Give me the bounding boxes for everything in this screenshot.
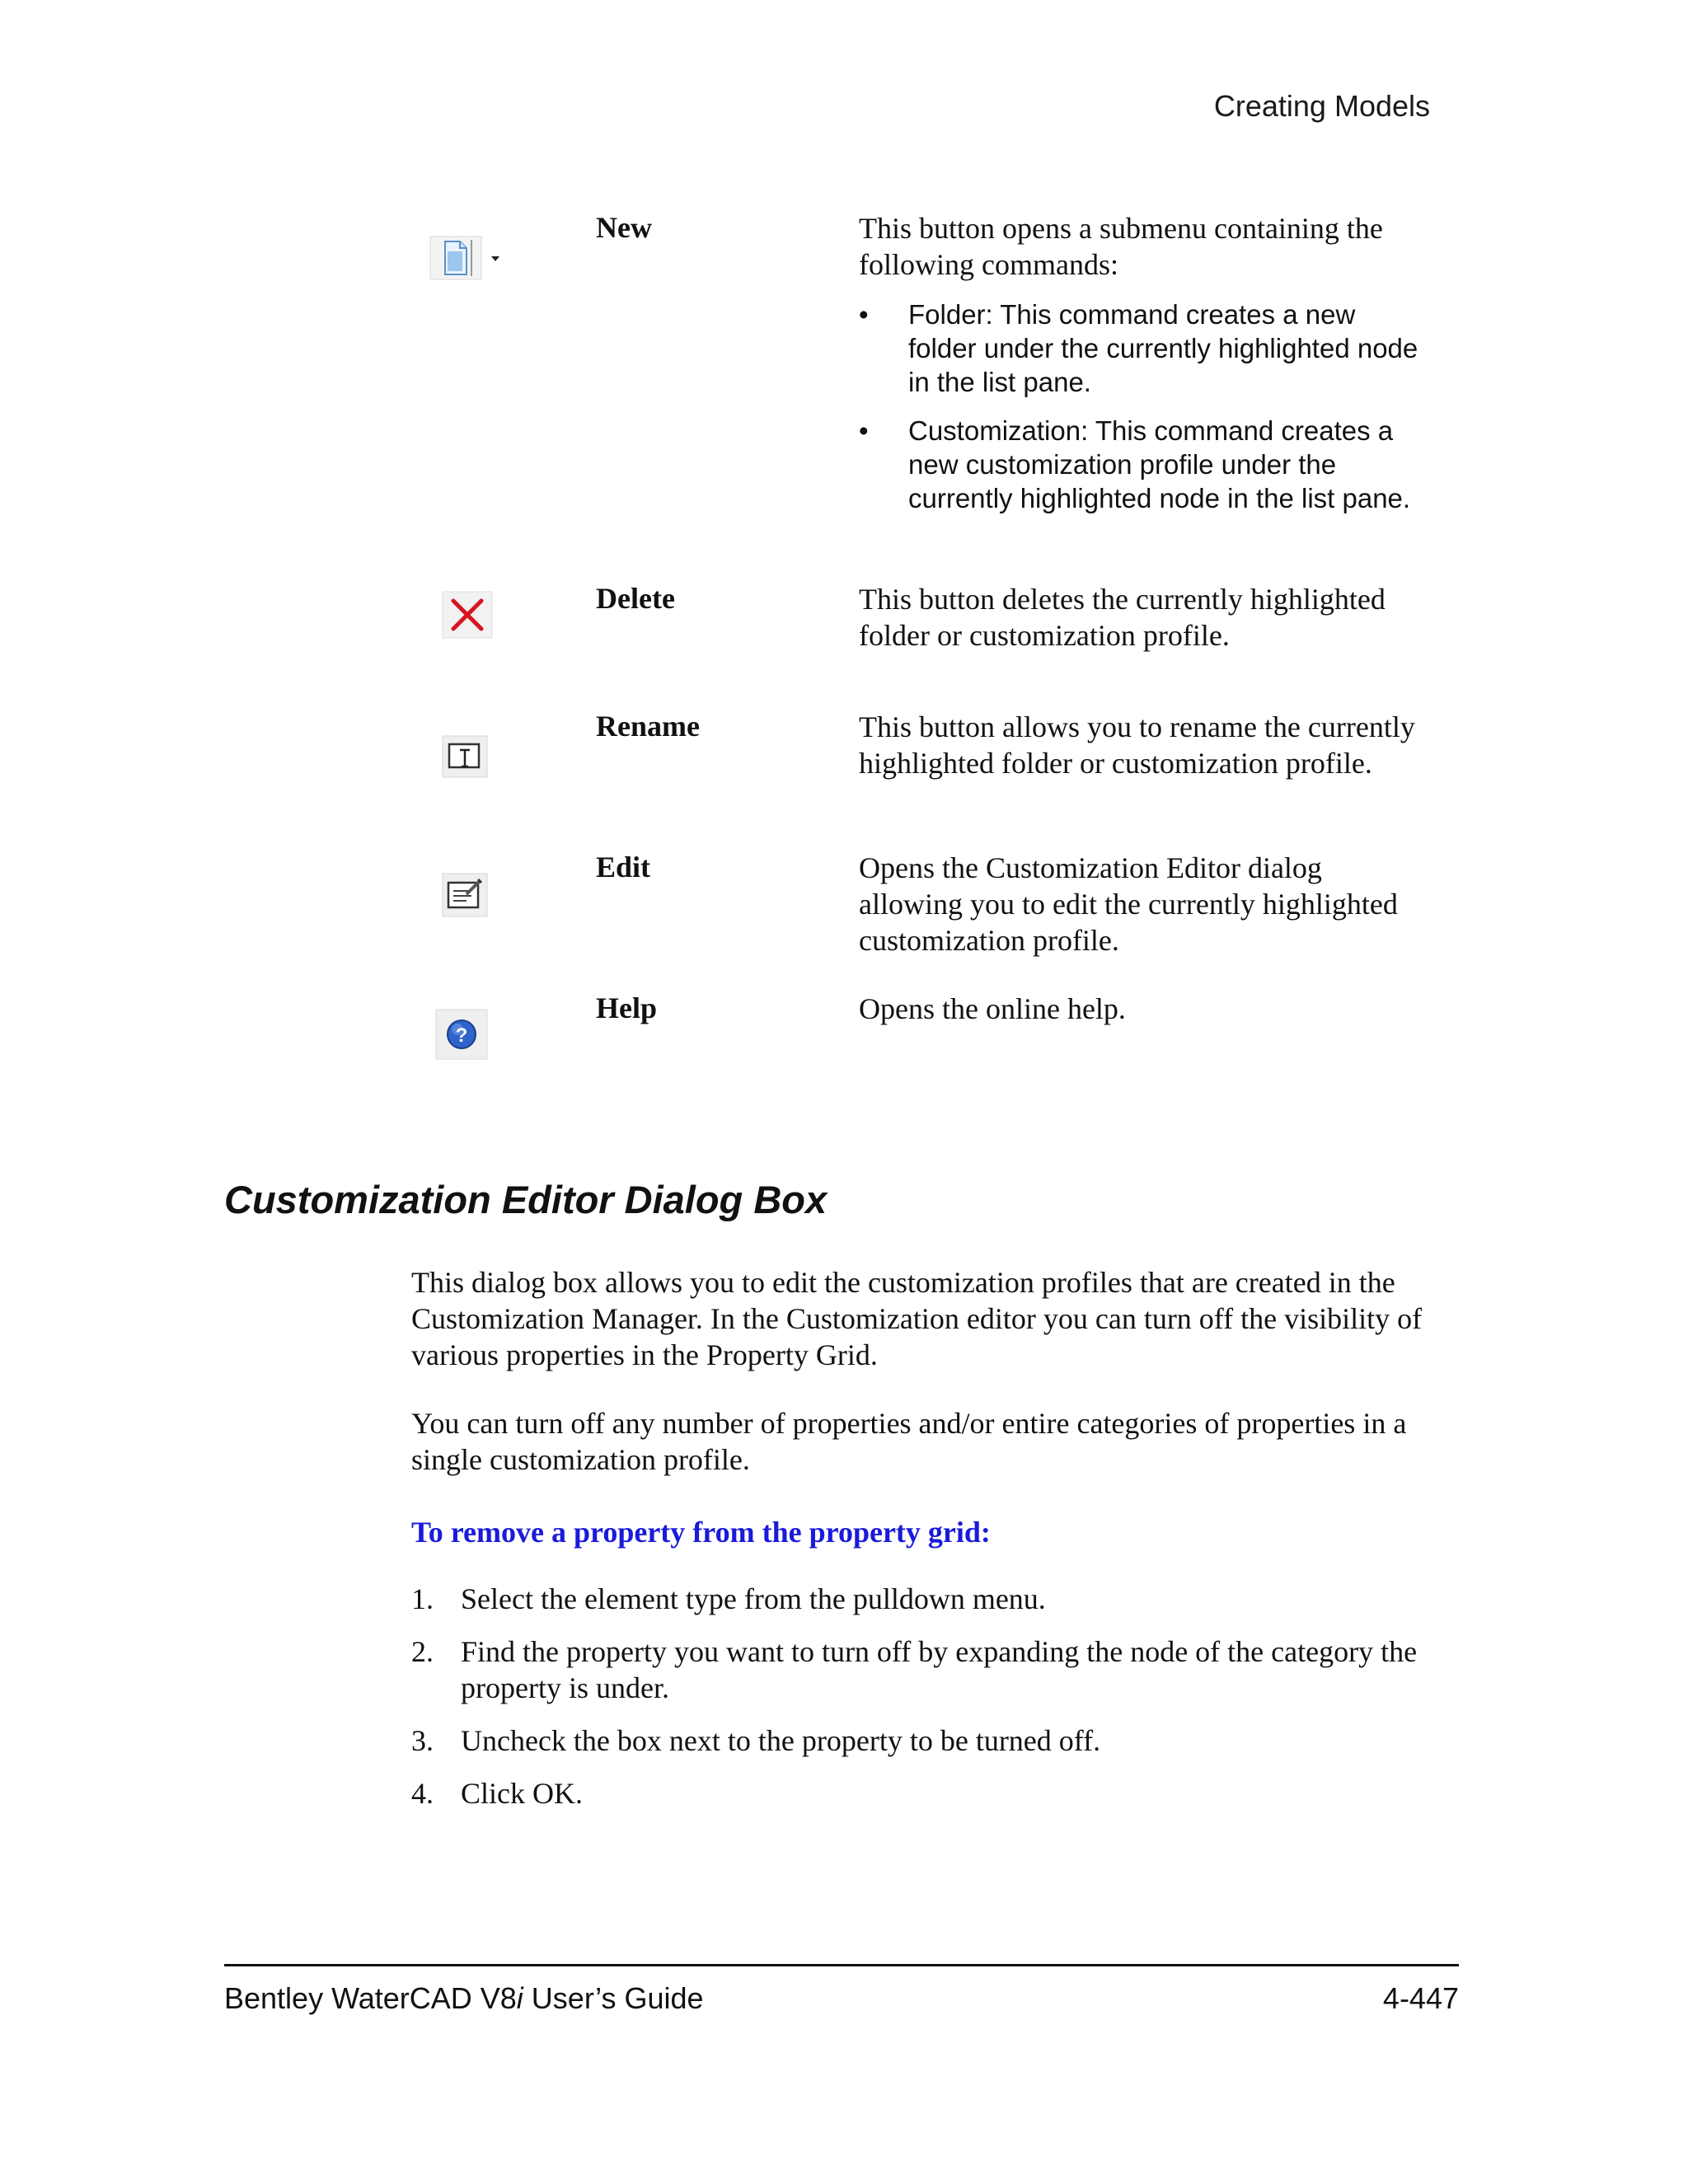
- paragraph: This dialog box allows you to edit the customization profiles that are created in the Customization Manager. In the Customization editor you can turn off the visibility of various properties in the Property Grid.: [411, 1266, 1423, 1371]
- command-description: Opens the Customization Editor dialog allowing you to edit the currently highlighted customization profile.: [859, 851, 1398, 957]
- procedure-steps: [411, 1581, 1458, 1828]
- step-number: 3.: [411, 1724, 434, 1757]
- list-item: [411, 1722, 1458, 1759]
- rename-icon: [442, 735, 488, 782]
- step-text: Uncheck the box next to the property to be turned off.: [461, 1724, 1101, 1757]
- list-item: [859, 298, 1428, 399]
- footer-divider: [224, 1964, 1459, 1966]
- list-item-text: Folder: This command creates a new folder under the currently highlighted node in the list pane.: [908, 299, 1418, 397]
- description-text: This button opens a submenu containing the following commands:: [859, 212, 1383, 281]
- step-text: Click OK.: [461, 1777, 583, 1810]
- step-number: 2.: [411, 1635, 434, 1668]
- delete-x-icon: [442, 591, 493, 643]
- guide-title-italic: i: [516, 1981, 523, 2015]
- command-name: New: [596, 211, 652, 244]
- guide-title-suffix: User’s Guide: [523, 1981, 704, 2015]
- step-number: 4.: [411, 1777, 434, 1810]
- list-item-text: Customization: This command creates a new customization profile under the currently highlighted node in the list pane.: [908, 415, 1411, 513]
- running-header: Creating Models: [1213, 89, 1430, 123]
- svg-text:?: ?: [455, 1024, 468, 1047]
- list-item: [411, 1775, 1458, 1811]
- list-item: [411, 1633, 1458, 1706]
- edit-icon: [442, 873, 488, 921]
- command-description: This button allows you to rename the currently highlighted folder or customization profile.: [859, 710, 1415, 780]
- paragraph: You can turn off any number of properties and/or entire categories of properties in a single customization profile.: [411, 1407, 1407, 1476]
- bullet-marker: •: [859, 415, 869, 446]
- guide-title-prefix: Bentley WaterCAD V8: [224, 1981, 517, 2015]
- footer-guide-title: [224, 1981, 704, 2016]
- page-number: 4-447: [1382, 1981, 1459, 2015]
- command-description: This button deletes the currently highlighted folder or customization profile.: [859, 583, 1386, 652]
- bullet-marker: •: [859, 299, 869, 330]
- list-item: [411, 1581, 1458, 1617]
- step-text: Select the element type from the pulldown menu.: [461, 1582, 1046, 1615]
- list-item: [859, 414, 1428, 515]
- command-name: Delete: [596, 582, 675, 615]
- help-icon: [435, 1009, 488, 1064]
- command-name: Help: [596, 991, 658, 1024]
- procedure-heading: To remove a property from the property grid:: [411, 1516, 991, 1549]
- command-name: Rename: [596, 710, 700, 743]
- command-description: [859, 210, 1428, 530]
- section-heading: Customization Editor Dialog Box: [224, 1178, 828, 1221]
- command-name: Edit: [596, 851, 651, 883]
- step-text: Find the property you want to turn off by expanding the node of the category the property is under.: [461, 1635, 1418, 1704]
- submenu-list: [859, 298, 1428, 515]
- new-document-icon: [429, 235, 508, 285]
- step-number: 1.: [411, 1582, 434, 1615]
- command-description: Opens the online help.: [859, 992, 1126, 1025]
